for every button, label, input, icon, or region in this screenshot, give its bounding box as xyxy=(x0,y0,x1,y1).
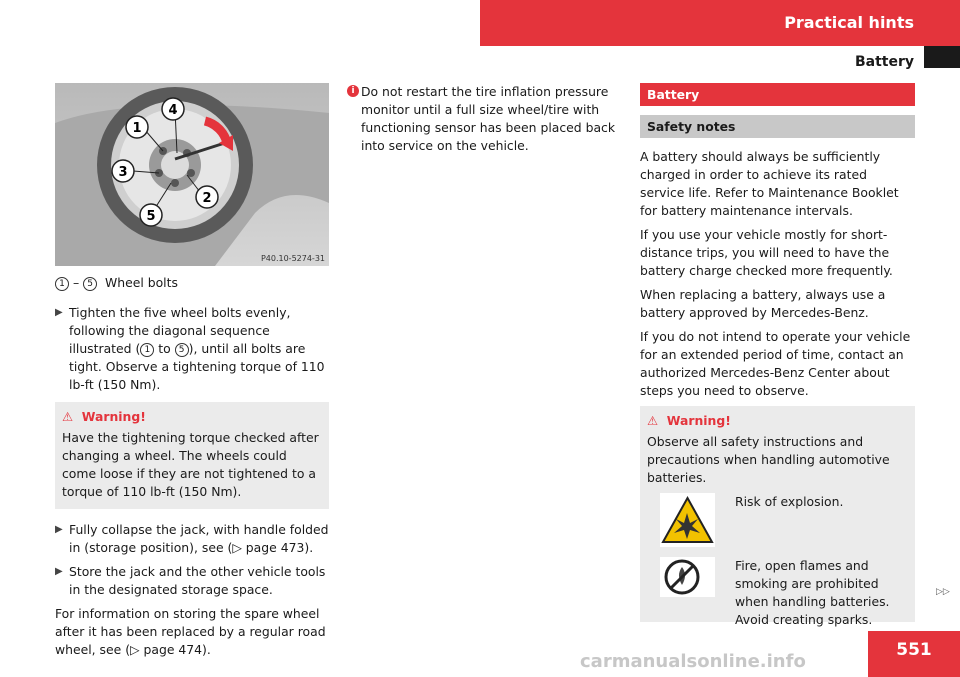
warning-text: Have the tightening torque checked after changing a wheel. The wheels could come loose if they are not tightened to a torque of 110 lb-ft (150 Nm). xyxy=(62,430,319,499)
callout-4: 4 xyxy=(168,103,178,118)
middle-column xyxy=(347,83,619,155)
warning-heading: ⚠ Warning! xyxy=(647,413,731,428)
page-ref-link[interactable]: ▷ page 473 xyxy=(232,540,305,555)
step-arrow-icon: ▶ xyxy=(55,524,63,535)
no-flame-icon xyxy=(660,557,715,597)
explosion-text: Risk of explosion. xyxy=(735,494,844,509)
battery-paragraph-4: If you do not intend to operate your vehicle for an extended period of time, contact an authorized Mercedes-Benz Center about steps you need to observe. xyxy=(640,329,911,398)
warning-box-torque xyxy=(55,402,329,509)
battery-paragraph-3: When replacing a battery, always use a battery approved by Mercedes-Benz. xyxy=(640,287,886,320)
callout-3: 3 xyxy=(118,165,128,180)
section-title: Practical hints xyxy=(784,13,914,32)
step-arrow-icon: ▶ xyxy=(55,566,63,577)
spare-wheel-paragraph: For information on storing the spare wheel after it has been replaced by a regular road wheel, see (▷ page 474). xyxy=(55,606,326,657)
warning-heading: ⚠ Warning! xyxy=(62,409,146,424)
right-column xyxy=(640,83,915,627)
left-column xyxy=(55,83,329,665)
page-number: 551 xyxy=(868,631,960,677)
figure-code: P40.10-5274-31 xyxy=(260,254,325,263)
fire-row xyxy=(647,557,908,629)
safety-notes-heading: Safety notes xyxy=(640,115,915,138)
warning-box-battery xyxy=(640,406,915,627)
callout-1: 1 xyxy=(132,121,142,136)
info-note: i Do not restart the tire inflation pressure monitor until a full size wheel/tire with functioning sensor has been placed back into service on the vehicle. xyxy=(347,83,619,155)
callout-5: 5 xyxy=(146,209,156,224)
info-icon: i xyxy=(347,85,359,97)
watermark: carmanualsonline.info xyxy=(580,651,806,672)
step-tighten-bolts: ▶ Tighten the five wheel bolts evenly, following the diagonal sequence illustrated ( 1 to 5 ), until all bolts are tight. Observe a tightening torque of 110 lb-ft (150 Nm). xyxy=(55,305,325,392)
wheel-bolts-figure xyxy=(55,83,329,266)
warning-triangle-icon: ⚠ xyxy=(647,413,659,428)
subsection-title: Battery xyxy=(854,54,914,70)
explosion-hazard-icon xyxy=(660,493,715,547)
step-collapse-jack: ▶ Fully collapse the jack, with handle folded in (storage position), see (▷ page 473). xyxy=(55,522,329,555)
battery-heading: Battery xyxy=(640,83,915,106)
figure-caption: 1 – 5 Wheel bolts xyxy=(55,274,329,292)
header-tab-marker xyxy=(924,46,960,68)
continue-arrow-icon: ▷▷ xyxy=(936,587,950,597)
step-store-jack: ▶ Store the jack and the other vehicle tools in the designated storage space. xyxy=(55,564,326,597)
fire-warning-text: Fire, open flames and smoking are prohibited when handling batteries. Avoid creating sparks. xyxy=(735,558,890,627)
warning-triangle-icon: ⚠ xyxy=(62,409,74,424)
battery-paragraph-2: If you use your vehicle mostly for short-distance trips, you will need to have the battery charge checked more frequently. xyxy=(640,227,893,278)
page-ref-link[interactable]: ▷ page 474 xyxy=(130,642,203,657)
callout-2: 2 xyxy=(202,191,212,206)
battery-paragraph-1: A battery should always be sufficiently charged in order to achieve its rated service life. Refer to Maintenance Booklet for battery maintenance intervals. xyxy=(640,149,899,218)
explosion-row xyxy=(647,493,908,547)
warning-text: Observe all safety instructions and precautions when handling automotive batteries. xyxy=(647,434,890,485)
step-arrow-icon: ▶ xyxy=(55,307,63,318)
